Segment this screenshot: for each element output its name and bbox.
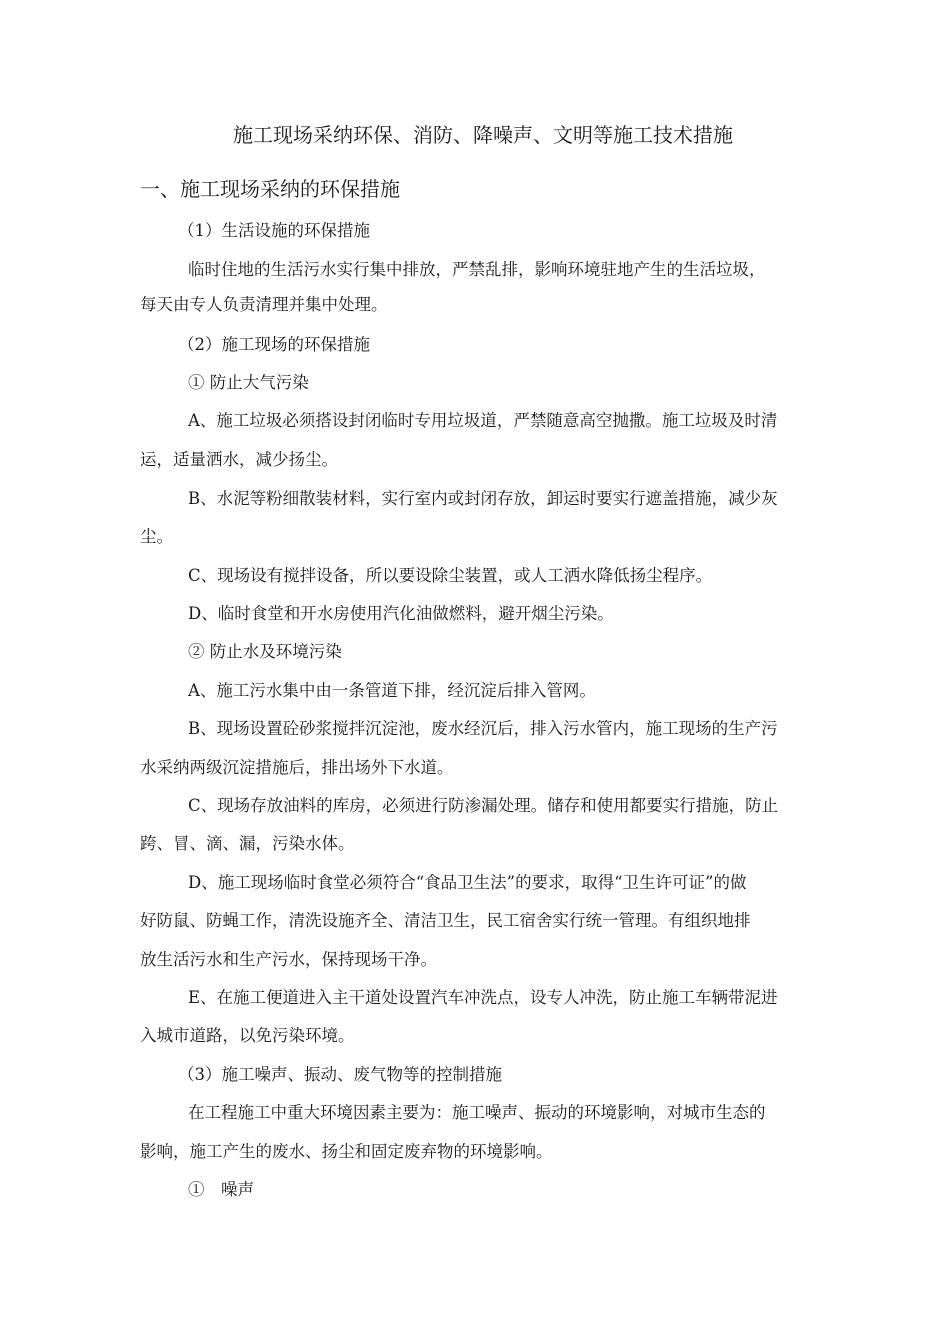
paragraph-line: 入城市道路，以免污染环境。 <box>140 1026 355 1045</box>
document-title: 施工现场采纳环保、消防、降噪声、文明等施工技术措施 <box>233 123 733 147</box>
subsection-heading: （1）生活设施的环保措施 <box>178 221 370 240</box>
paragraph-line: 每天由专人负责清理并集中处理。 <box>140 295 388 314</box>
paragraph-line: 放生活污水和生产污水，保持现场干净。 <box>140 950 437 969</box>
paragraph-line: D、临时食堂和开水房使用汽化油做燃料，避开烟尘污染。 <box>188 604 614 623</box>
paragraph-line: D、施工现场临时食堂必须符合“食品卫生法”的要求，取得“卫生许可证”的做 <box>188 873 747 892</box>
paragraph-line: 临时住地的生活污水实行集中排放，严禁乱排，影响环境驻地产生的生活垃圾， <box>188 260 766 279</box>
list-heading: ① 防止大气污染 <box>188 373 309 392</box>
paragraph-line: A、施工垃圾必须搭设封闭临时专用垃圾道，严禁随意高空抛撒。施工垃圾及时清 <box>188 411 778 430</box>
paragraph-line: 在工程施工中重大环境因素主要为：施工噪声、振动的环境影响，对城市生态的 <box>188 1103 766 1122</box>
paragraph-line: E、在施工便道进入主干道处设置汽车冲洗点，设专人冲洗，防止施工车辆带泥进 <box>188 988 778 1007</box>
subsection-heading: （3）施工噪声、振动、废气物等的控制措施 <box>178 1065 502 1084</box>
section-heading: 一、施工现场采纳的环保措施 <box>140 177 400 201</box>
list-heading: ② 防止水及环境污染 <box>188 642 342 661</box>
paragraph-line: B、水泥等粉细散装材料，实行室内或封闭存放，卸运时要实行遮盖措施，减少灰 <box>188 489 778 508</box>
paragraph-line: C、现场设有搅拌设备，所以要设除尘装置，或人工洒水降低扬尘程序。 <box>188 566 713 585</box>
list-heading: ① 噪声 <box>188 1180 254 1199</box>
paragraph-line: 尘。 <box>140 527 173 546</box>
paragraph-line: 水采纳两级沉淀措施后，排出场外下水道。 <box>140 758 454 777</box>
paragraph-line: B、现场设置砼砂浆搅拌沉淀池，废水经沉后，排入污水管内，施工现场的生产污 <box>188 719 778 738</box>
paragraph-line: 影响，施工产生的废水、扬尘和固定废弃物的环境影响。 <box>140 1142 553 1161</box>
paragraph-line: 跨、冒、滴、漏，污染水体。 <box>140 834 355 853</box>
paragraph-line: 运，适量洒水，减少扬尘。 <box>140 450 338 469</box>
paragraph-line: C、现场存放油料的库房，必须进行防渗漏处理。储存和使用都要实行措施，防止 <box>188 796 779 815</box>
paragraph-line: A、施工污水集中由一条管道下排，经沉淀后排入管网。 <box>188 681 596 700</box>
subsection-heading: （2）施工现场的环保措施 <box>178 335 370 354</box>
paragraph-line: 好防鼠、防蝇工作，清洗设施齐全、清洁卫生，民工宿舍实行统一管理。有组织地排 <box>140 911 751 930</box>
